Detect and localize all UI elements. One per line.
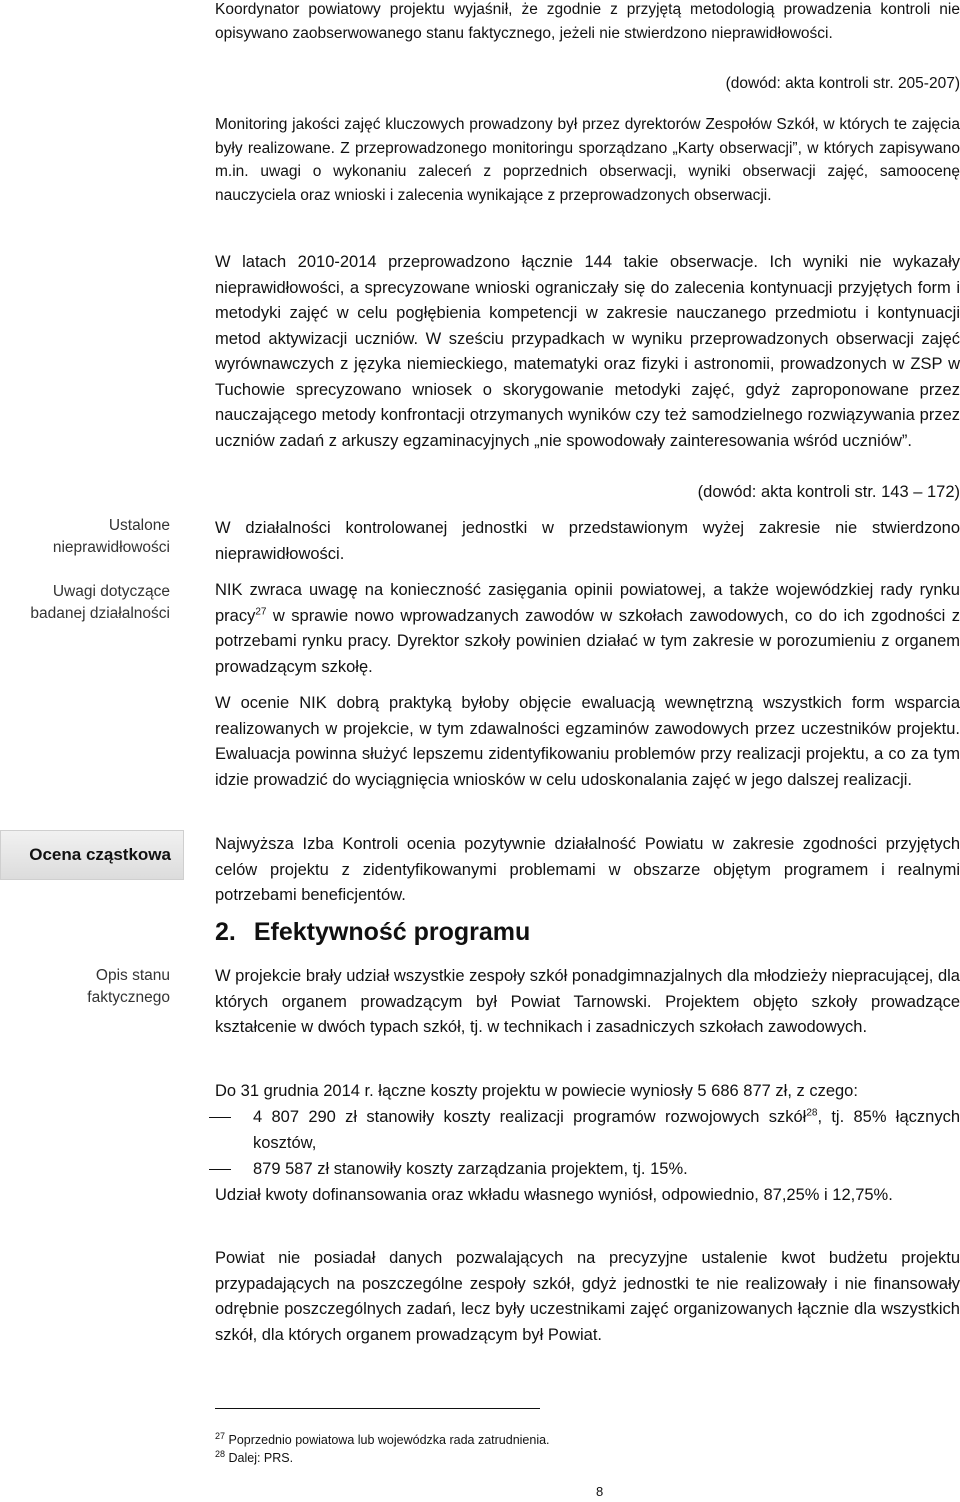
list-item xyxy=(215,1157,960,1183)
sidebar-label-ocena: Ocena cząstkowa xyxy=(29,845,171,864)
page-number: 8 xyxy=(596,1484,604,1499)
paragraph-nik-remarks xyxy=(215,578,960,680)
section-heading xyxy=(215,918,530,947)
section-title: Efektywność programu xyxy=(253,918,531,946)
list-item-1-b: , tj. 85% łącznych kosztów, xyxy=(253,1108,960,1152)
footnote-number: 28 xyxy=(215,1448,226,1459)
sidebar-box-ocena xyxy=(0,830,184,880)
evidence-note-1: (dowód: akta kontroli str. 205-207) xyxy=(725,75,960,92)
paragraph-costs: Do 31 grudnia 2014 r. łączne koszty projektu w powiecie wyniosły 5 686 877 zł, z czego: xyxy=(215,1082,858,1100)
list-item xyxy=(215,1105,960,1156)
footnote-27 xyxy=(215,1432,550,1448)
list-item-2: 879 587 zł stanowiły koszty zarządzania projektem, tj. 15%. xyxy=(253,1160,688,1178)
paragraph-koordynator: Koordynator powiatowy projektu wyjaśnił, że zgodnie z przyjętą metodologią prowadzenia kontroli nie opisywano zaobserwowanego stanu faktycznego, jeżeli nie stwierdzono nieprawidłowości. xyxy=(215,1,960,42)
evidence-note-2: (dowód: akta kontroli str. 143 – 172) xyxy=(697,483,960,501)
footnote-ref-28: 28 xyxy=(806,1107,818,1119)
footnote-number: 27 xyxy=(215,1430,226,1441)
paragraph-budget: Powiat nie posiadał danych pozwalających na precyzyjne ustalenie kwot budżetu projektu przypadających na poszczególne zespoły szkół, gdyż jednostki te nie realizowały i nie finansowały odrębnie poszczególnych zadań, lecz były uczestnikami zajęć organizowanych łącznie dla wszystkich szkół, dla których organem prowadzącym był Powiat. xyxy=(215,1249,960,1344)
footnote-text: Poprzednio powiatowa lub wojewódzka rada zatrudnienia. xyxy=(228,1433,550,1447)
footnote-28 xyxy=(215,1450,293,1466)
section-number: 2. xyxy=(215,918,236,946)
dash-bullet xyxy=(209,1117,231,1118)
footnote-text: Dalej: PRS. xyxy=(228,1451,294,1465)
paragraph-good-practice: W ocenie NIK dobrą praktyką byłoby objęcie ewaluacją wewnętrzną wszystkich form wsparcia realizowanych w projekcie, w tym zdawalności egzaminów zawodowych przez uczestników projektu. Ewaluacja powinna służyć lepszemu zidentyfikowaniu problemów przy realizacji projektu, a co za tym idzie prowadzić do wyciągnięcia wniosków w celu udoskonalania zajęć w jego dalszej realizacji. xyxy=(215,694,960,789)
paragraph-cofinancing: Udział kwoty dofinansowania oraz wkładu własnego wyniósł, odpowiednio, 87,25% i 12,75%. xyxy=(215,1186,893,1204)
list-item-1-a: 4 807 290 zł stanowiły koszty realizacji programów rozwojowych szkół xyxy=(253,1108,807,1126)
sidebar-label-uwagi: Uwagi dotyczące badanej działalności xyxy=(30,583,170,622)
dash-bullet xyxy=(209,1169,231,1170)
paragraph-assessment: Najwyższa Izba Kontroli ocenia pozytywnie działalność Powiatu w zakresie zgodności przyjętych celów projektu z zidentyfikowanymi problemami w obszarze objętym programem i realnymi potrzebami beneficjentów. xyxy=(215,835,960,904)
footnote-ref-27: 27 xyxy=(255,606,267,617)
paragraph-participants: W projekcie brały udział wszystkie zespoły szkół ponadgimnazjalnych dla młodzieży niepracującej, dla których organem prowadzącym był Powiat Tarnowski. Projektem objęto szkoły prowadzące kształcenie w dwóch typach szkół, tj. w technikach i zasadniczych szkołach zawodowych. xyxy=(215,967,960,1036)
paragraph-monitoring: Monitoring jakości zajęć kluczowych prowadzony był przez dyrektorów Zespołów Szkół, w których te zajęcia były realizowane. Z przeprowadzonego monitoringu sporządzano „Karty obserwacji”, w których zapisywano m.in. uwagi o wykonaniu zaleceń z poprzednich obserwacji, wyniki obserwacji zajęć, samoocenę nauczyciela oraz wnioski i zalecenia wynikające z przeprowadzonych obserwacji. xyxy=(215,116,960,204)
sidebar-label-ustalone: Ustalone nieprawidłowości xyxy=(52,517,170,556)
paragraph-nik-remarks-a: NIK zwraca uwagę na konieczność zasięgania opinii powiatowej, a także wojewódzkiej rady rynku pracy xyxy=(215,581,960,625)
paragraph-nik-remarks-b: w sprawie nowo wprowadzanych zawodów w szkołach zawodowych, co do ich zgodności z potrzebami rynku pracy. Dyrektor szkoły powinien działać w tym zakresie w porozumieniu z organem prowadzącym szkołę. xyxy=(215,606,960,676)
paragraph-observations: W latach 2010-2014 przeprowadzono łącznie 144 takie obserwacje. Ich wyniki nie wykazały nieprawidłowości, a sprecyzowane wnioski ograniczały się do zalecenia kontynuacji przyjętych form i metodyki zajęć w celu pogłębienia kompetencji w zakresie nauczanego przedmiotu i kontynuacji metod aktywizacji uczniów. W sześciu przypadkach w wyniku przeprowadzonych obserwacji zajęć wyrównawczych z języka niemieckiego, matematyki oraz fizyki i astronomii, prowadzonych w ZSP w Tuchowie sprecyzowano wniosek o skorygowanie metodyki zajęć, gdyż zaproponowane przez nauczającego metody konfrontacji otrzymanych wyników czy też samodzielnego rozwiązywania przez uczniów zadań z arkuszy egzaminacyjnych „nie spowodowały zainteresowania wśród uczniów”. xyxy=(215,253,960,450)
footnote-separator xyxy=(215,1408,540,1409)
paragraph-no-irregularities: W działalności kontrolowanej jednostki w przedstawionym wyżej zakresie nie stwierdzono nieprawidłowości. xyxy=(215,519,960,563)
sidebar-label-opis: Opis stanu faktycznego xyxy=(87,967,170,1006)
